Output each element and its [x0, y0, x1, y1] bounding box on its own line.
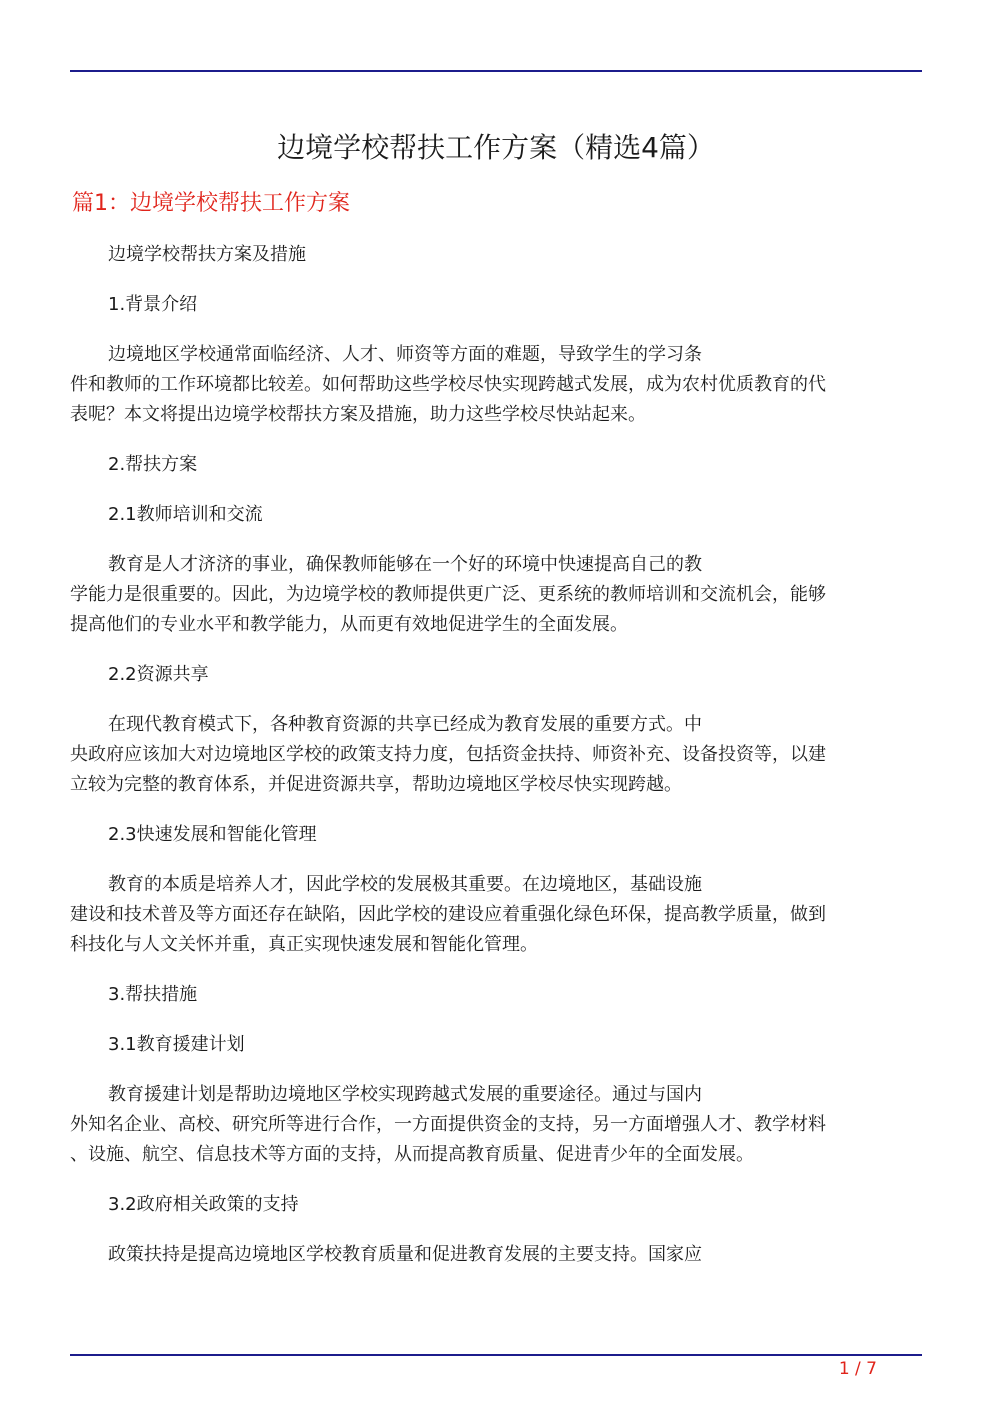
header-rule — [70, 70, 922, 72]
body-paragraph — [70, 710, 922, 800]
page-indicator: 1 / 7 — [838, 1359, 877, 1379]
body-paragraph — [70, 870, 922, 960]
paragraph-line: 在现代教育模式下，各种教育资源的共享已经成为教育发展的重要方式。中 — [108, 714, 702, 735]
body-paragraph — [70, 340, 922, 430]
paragraph-line: 建设和技术普及等方面还存在缺陷，因此学校的建设应着重强化绿色环保，提高教学质量，做到 — [70, 904, 826, 925]
paragraph-line: 教育援建计划是帮助边境地区学校实现跨越式发展的重要途径。通过与国内 — [108, 1084, 702, 1105]
paragraph-line: 教育的本质是培养人才，因此学校的发展极其重要。在边境地区，基础设施 — [108, 874, 702, 895]
section-heading: 政策扶持是提高边境地区学校教育质量和促进教育发展的主要支持。国家应 — [108, 1244, 702, 1265]
paragraph-line: 外知名企业、高校、研究所等进行合作，一方面提供资金的支持，另一方面增强人才、教学材料 — [70, 1114, 826, 1135]
paragraph-line: 科技化与人文关怀并重，真正实现快速发展和智能化管理。 — [70, 934, 538, 955]
paragraph-line: 边境地区学校通常面临经济、人才、师资等方面的难题，导致学生的学习条 — [108, 344, 702, 365]
section-heading: 2.2资源共享 — [108, 664, 209, 685]
section-heading: 3.2政府相关政策的支持 — [108, 1194, 299, 1215]
section-heading: 2.1教师培训和交流 — [108, 504, 263, 525]
section-heading: 3.1教育援建计划 — [108, 1034, 245, 1055]
body-paragraph — [70, 550, 922, 640]
paragraph-line: 件和教师的工作环境都比较差。如何帮助这些学校尽快实现跨越式发展，成为农村优质教育的代 — [70, 374, 826, 395]
section-heading: 1.背景介绍 — [108, 294, 198, 315]
document-body — [70, 240, 922, 1290]
section-heading: 2.3快速发展和智能化管理 — [108, 824, 317, 845]
section-title: 篇1：边境学校帮扶工作方案 — [72, 191, 350, 216]
document-title: 边境学校帮扶工作方案（精选4篇） — [277, 131, 715, 164]
section-heading: 2.帮扶方案 — [108, 454, 198, 475]
paragraph-line: 提高他们的专业水平和教学能力，从而更有效地促进学生的全面发展。 — [70, 614, 628, 635]
paragraph-line: 、设施、航空、信息技术等方面的支持，从而提高教育质量、促进青少年的全面发展。 — [70, 1144, 754, 1165]
footer-rule — [70, 1354, 922, 1356]
section-heading: 3.帮扶措施 — [108, 984, 198, 1005]
paragraph-line: 教育是人才济济的事业，确保教师能够在一个好的环境中快速提高自己的教 — [108, 554, 702, 575]
section-heading: 边境学校帮扶方案及措施 — [108, 244, 306, 265]
paragraph-line: 央政府应该加大对边境地区学校的政策支持力度，包括资金扶持、师资补充、设备投资等，以建 — [70, 744, 826, 765]
body-paragraph — [70, 1080, 922, 1170]
paragraph-line: 立较为完整的教育体系，并促进资源共享，帮助边境地区学校尽快实现跨越。 — [70, 774, 682, 795]
paragraph-line: 表呢？本文将提出边境学校帮扶方案及措施，助力这些学校尽快站起来。 — [70, 404, 646, 425]
paragraph-line: 学能力是很重要的。因此，为边境学校的教师提供更广泛、更系统的教师培训和交流机会，能够 — [70, 584, 826, 605]
